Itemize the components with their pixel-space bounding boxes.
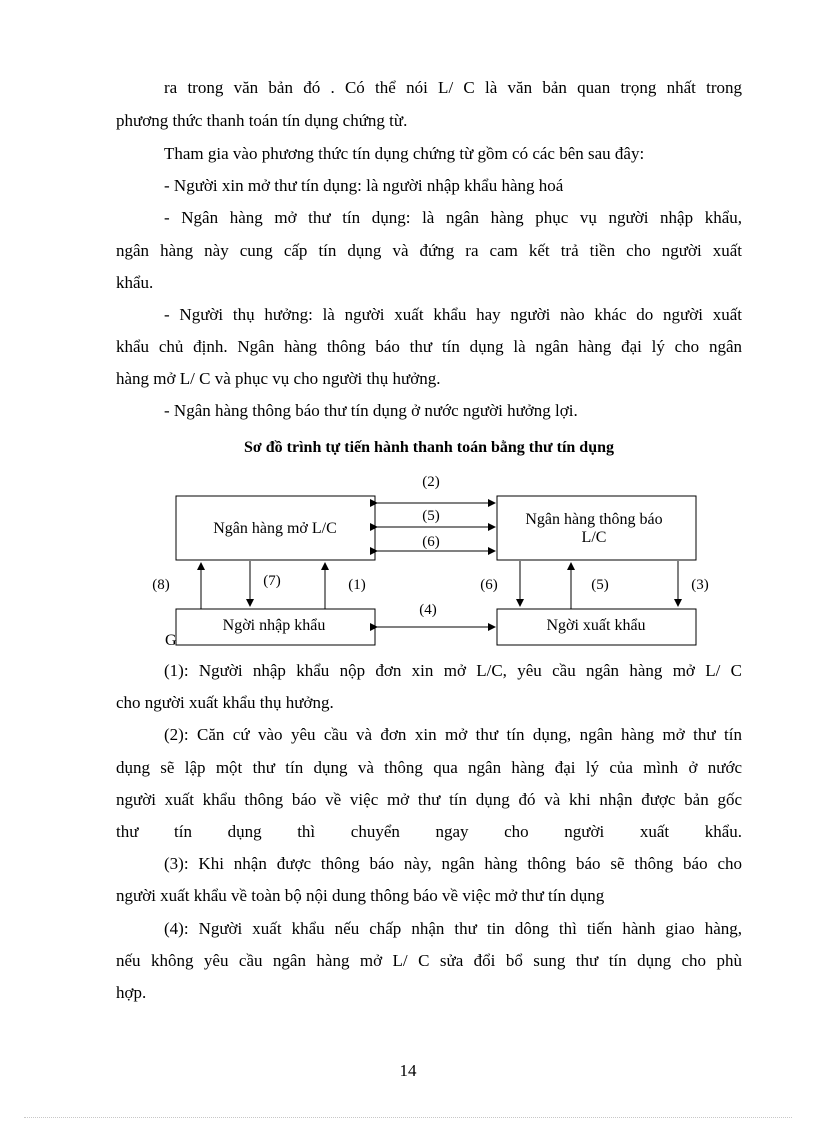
advising-bank-label-line1: Ngân hàng thông báo [525,511,663,528]
paragraph-line: ra trong văn bản đó . Có thể nói L/ C là văn bản quan trọng nhất trong [164,78,742,97]
paragraph-line: phương thức thanh toán tín dụng chứng từ. [116,111,408,130]
step-line: hợp. [116,983,147,1002]
label-3: (3) [691,577,709,593]
issuing-bank-label: Ngân hàng mở L/C [213,520,337,537]
paragraph-line: - Người thụ hưởng: là người xuất khẩu hay người nào khác do người xuất [164,305,742,324]
step-line: thư tín dụng thì chuyển ngay cho người xuất khẩu. [116,822,742,841]
page-number: 14 [399,1061,417,1080]
advising-bank-box [497,496,696,560]
label-8: (8) [152,577,170,593]
label-6-top: (6) [422,534,440,550]
step-line: người xuất khẩu về toàn bộ nội dung thông báo về việc mở thư tín dụng [116,886,605,905]
importer-label: Ngời nhập khẩu [222,617,326,634]
stray-letter: G [165,632,177,649]
paragraph-line: khẩu. [116,273,154,292]
paragraph-line: - Ngân hàng mở thư tín dụng: là ngân hàng phục vụ người nhập khẩu, [164,208,742,227]
paragraph-line: ngân hàng này cung cấp tín dụng và đứng ra cam kết trả tiền cho người xuất [116,241,742,260]
step-line: (2): Căn cứ vào yêu cầu và đơn xin mở thư tín dụng, ngân hàng mở thư tín [164,725,742,744]
diagram-title: Sơ đồ trình tự tiến hành thanh toán bằng thư tín dụng [244,439,614,456]
exporter-label: Ngời xuất khẩu [546,617,646,634]
step-line: (1): Người nhập khẩu nộp đơn xin mở L/C, yêu cầu ngân hàng mở L/ C [164,661,742,680]
label-2: (2) [422,474,440,490]
step-line: (3): Khi nhận được thông báo này, ngân hàng thông báo sẽ thông báo cho [164,854,742,873]
paragraph-line: - Ngân hàng thông báo thư tín dụng ở nước người hưởng lợi. [164,401,578,420]
label-6: (6) [480,577,498,593]
paragraph-line: khẩu chủ định. Ngân hàng thông báo thư tín dụng là ngân hàng đại lý cho ngân [116,337,742,356]
step-line: nếu không yêu cầu ngân hàng mở L/ C sửa đổi bổ sung thư tín dụng cho phù [116,951,742,970]
label-5: (5) [591,577,609,593]
paragraph-line: Tham gia vào phương thức tín dụng chứng từ gồm có các bên sau đây: [164,144,645,163]
step-line: (4): Người xuất khẩu nếu chấp nhận thư tin dông thì tiến hành giao hàng, [164,919,742,938]
label-5-top: (5) [422,508,440,524]
step-line: dụng sẽ lập một thư tín dụng và thông qua ngân hàng đại lý của mình ở nước [116,758,742,777]
paragraph-line: - Người xin mở thư tín dụng: là người nhập khẩu hàng hoá [164,176,564,195]
label-7: (7) [263,573,281,589]
step-line: người xuất khẩu thông báo về việc mở thư tín dụng đó và khi nhận được bản gốc [116,790,742,809]
label-4: (4) [419,602,437,618]
step-line: cho người xuất khẩu thụ hưởng. [116,693,334,712]
advising-bank-label-line2: L/C [581,529,607,546]
label-1: (1) [348,577,366,593]
page-bottom-divider [24,1117,792,1118]
paragraph-line: hàng mở L/ C và phục vụ cho người thụ hưởng. [116,369,441,388]
